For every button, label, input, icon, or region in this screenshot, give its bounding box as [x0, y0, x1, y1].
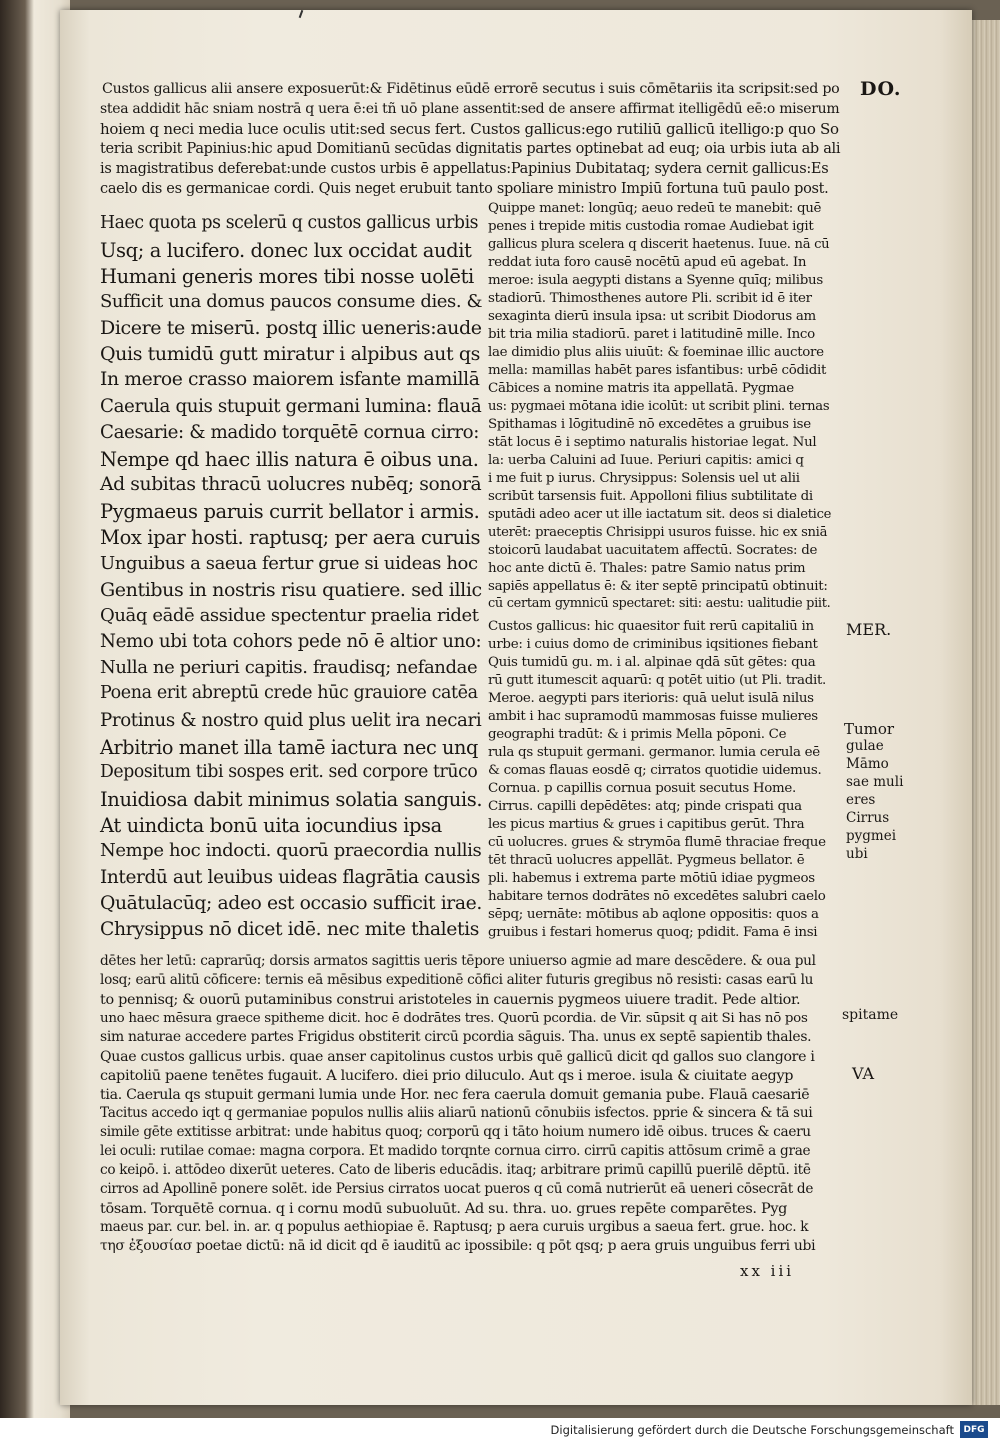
- dfg-logo-icon: DFG: [960, 1421, 988, 1438]
- commentary-line: gruibus i festari homerus quoq; pdidit. Fama ē insi: [488, 925, 818, 940]
- funding-note: Digitalisierung gefördert durch die Deutsche Forschungsgemeinschaft: [550, 1423, 954, 1437]
- verse-line: Nempe qd haec illis natura ē oibus una.: [100, 448, 479, 471]
- commentary-line: Tacitus accedo iqt q germaniae populos nullis aliis aliarū nationū cōnubiis isfectos. pprie & sincera & tā sui: [100, 1105, 813, 1121]
- margin-note-eres: eres: [846, 792, 876, 808]
- commentary-line: Quis tumidū gu. m. i al. alpinae qdā sūt gētes: qua: [488, 655, 816, 670]
- verse-line: Poena erit abreptū crede hūc grauiore catēa: [100, 683, 478, 703]
- footer-bar: [0, 1418, 1000, 1442]
- commentary-line: sēpq; uernāte: mōtibus ab aqlone oppositis: quos a: [488, 907, 819, 922]
- verse-line: Quāq eādē assidue spectentur praelia ridet: [100, 605, 479, 626]
- signature-mark: xx iii: [740, 1262, 795, 1280]
- commentary-line: stadiorū. Thimosthenes autore Pli. scribit id ē iter: [488, 291, 812, 306]
- verse-line: Sufficit una domus paucos consume dies. &: [100, 291, 483, 312]
- verse-line: Gentibus in nostris risu quatiere. sed illic: [100, 579, 482, 601]
- commentary-line: Quippe manet: longūq; aeuo redeū te manebit: quē: [488, 201, 822, 216]
- commentary-line: simile gēte extitisse arbitrat: unde habitus quoq; corporū qq i tāto hoium numero idē oibus. truces & caeru: [100, 1124, 811, 1140]
- margin-note-cirrus: Cirrus: [846, 810, 890, 826]
- commentary-line: uterēt: praeceptis Chrisippi usuros fuisse. hic ex sniā: [488, 525, 828, 540]
- margin-note-header: DO.: [860, 78, 902, 100]
- commentary-line: les picus martius & grues i capitibus gerūt. Thra: [488, 817, 805, 832]
- commentary-line: losq; earū alitū cōficere: ternis eā mēsibus expeditionē cōfici aliter futuris gregibus nō resisti: casas earū lu: [100, 972, 814, 988]
- verse-line: Unguibus a saeua fertur grue si uideas hoc: [100, 553, 478, 574]
- commentary-line: us: pygmaei mōtana idie icolūt: ut scribit plini. ternas: [488, 399, 830, 414]
- verse-line: Humani generis mores tibi nosse uolēti: [100, 265, 474, 288]
- margin-note-mer: MER.: [846, 620, 892, 639]
- verse-line: Mox ipar hosti. raptusq; per aera curuis: [100, 526, 481, 549]
- commentary-line: sapiēs appellatus ē: & iter septē principatū obtinuit:: [488, 579, 828, 594]
- commentary-line: cū certam gymnicū spectaret: siti: aestu: ualitudie piit.: [488, 596, 831, 611]
- commentary-line: habitare ternos dodrātes nō excedētes salubri caelo: [488, 889, 826, 904]
- verse-line: At uindicta bonū uita iocundius ipsa: [100, 814, 442, 837]
- commentary-line: tia. Caerula qs stupuit germani lumia unde Hor. nec fera caerula domuit gemania pube. Flauā caesariē: [100, 1087, 810, 1103]
- commentary-line: capitoliū paene tenētes fugauit. A lucifero. diei prio diluculo. Aut qs i meroe. isula & ciuitate aegyp: [100, 1068, 794, 1084]
- commentary-line: dētes her letū: caprarūq; dorsis armatos sagittis ueris tēpore uniuerso agmie ad mare descēdere. & oua pul: [100, 953, 816, 969]
- commentary-line: lae dimidio plus aliis uiuūt: & foeminae illic auctore: [488, 345, 824, 360]
- verse-line: Protinus & nostro quid plus uelit ira necari: [100, 710, 482, 731]
- commentary-line: rula qs stupuit germani. germanor. lumia cerula eē: [488, 745, 820, 760]
- commentary-line: Quae custos gallicus urbis. quae anser capitolinus custos urbis quē gallicū dicit qd gallos suo clangore i: [100, 1049, 815, 1065]
- verse-line: Interdū aut leuibus uideas flagrātia causis: [100, 867, 480, 888]
- commentary-line: gallicus plura scelera q discerit haetenus. Iuue. nā cū: [488, 237, 830, 252]
- verse-line: Nemo ubi tota cohors pede nō ē altior uno:: [100, 631, 482, 652]
- commentary-line: meroe: isula aegypti distans a Syenne quīq; milibus: [488, 273, 823, 288]
- verse-line: Haec quota ps scelerū q custos gallicus urbis: [100, 213, 479, 233]
- commentary-line: lei oculi: rutilae comae: magna corpora. Et madido torqnte cornua cirro. cirrū capitis attōsum crimē a grae: [100, 1143, 811, 1159]
- commentary-line: Cornua. p capillis cornua posuit secutus Home.: [488, 781, 796, 796]
- margin-note-sae-muli: sae muli: [846, 774, 904, 790]
- commentary-line: Meroe. aegypti pars iterioris: quā uelut isulā nilus: [488, 691, 814, 706]
- commentary-line: stoicorū laudabat uacuitatem affectū. Socrates: de: [488, 543, 818, 558]
- commentary-line: stea addidit hāc sniam nostrā q uera ē:ei tñ uō plane assentit:sed de ansere affirmat itelligēdū eē:o miserum: [100, 101, 840, 117]
- commentary-line: i me fuit p iurus. Chrysippus: Solensis uel ut alii: [488, 471, 800, 486]
- commentary-line: uno haec mēsura graece spitheme dicit. hoc ē dodrātes tres. Quorū pcordia. de Vir. sūpsit q ait Si has nō pos: [100, 1011, 808, 1026]
- commentary-line: & comas flauas eosdē q; cirratos quotidie uidemus.: [488, 763, 822, 778]
- commentary-line: co keiρō. i. attōdeo dixerūt ueteres. Cato de liberis educādis. itaq; arbitrare primū capillū puerilē dēptū. itē: [100, 1162, 811, 1178]
- commentary-line: tēt thracū uolucres appellāt. Pygmeus bellator. ē: [488, 853, 805, 868]
- commentary-line: tōsam. Torquētē cornua. q i cornu modū subuoluūt. Ad su. thra. uo. grues repēte comparētes. Pyg: [100, 1201, 788, 1217]
- commentary-line: geographi tradūt: & i primis Mella pōponi. Ce: [488, 727, 787, 742]
- commentary-line: Cābices a nomine matris ita appellatā. Pygmae: [488, 381, 794, 396]
- commentary-line: teria scribit Papinius:hic apud Domitianū secūdas dignitatis partes optinebat ad euq; oia urbis iuta ab ali: [100, 141, 841, 157]
- verse-line: Chrysippus nō dicet idē. nec mite thaletis: [100, 919, 479, 940]
- verse-line: Quātulacūq; adeo est occasio sufficit irae.: [100, 893, 482, 914]
- commentary-line: pli. habemus i extrema parte mōtiū idiae pygmeos: [488, 871, 815, 886]
- verse-line: Ad subitas thracū uolucres nubēq; sonorā: [100, 474, 482, 495]
- commentary-line: Custos gallicus: hic quaesitor fuit rerū capitaliū in: [488, 619, 814, 634]
- commentary-line: is magistratibus deferebat:unde custos urbis ē appellatus:Papinius Dubitataq; sydera cernit gallicus:Es: [100, 161, 829, 177]
- commentary-line: hoc ante dictū ē. Thales: patre Samio natus prim: [488, 561, 806, 576]
- commentary-line: rū gutt itumescit aquarū: q potēt uitio (ut Pli. tradit.: [488, 673, 826, 688]
- commentary-line: penes i trepide mitis custodia romae Audiebat igit: [488, 219, 814, 234]
- margin-note-ubi: ubi: [846, 846, 868, 862]
- commentary-line: to pennisq; & ouorū putaminibus construi aristoteles in cauernis pygmeos uiuere tradit. Pede altior.: [100, 992, 801, 1008]
- verse-line: Usq; a lucifero. donec lux occidat audit: [100, 239, 472, 262]
- margin-note-va: VA: [852, 1064, 875, 1083]
- commentary-line: hoiem q neci media luce oculis utit:sed secus fert. Custos gallicus:ego rutiliū gallicū itelligo:p quo So: [100, 120, 839, 138]
- commentary-line: scribūt tarsensis fuit. Appolloni filius subtilitate di: [488, 489, 813, 504]
- commentary-line: sexaginta dierū insula ipsa: ut scribit Diodorus am: [488, 309, 816, 324]
- margin-note-gulae: gulae: [846, 738, 884, 754]
- verse-line: Inuidiosa dabit minimus solatia sanguis.: [100, 788, 483, 811]
- verse-line: Nempe hoc indocti. quorū praecordia nullis: [100, 840, 482, 861]
- commentary-line: caelo dis es germanicae cordi. Quis neget erubuit tanto spoliare ministro Impiū fortuna tuū paulo post.: [100, 181, 829, 197]
- margin-note-pygmei: pygmei: [846, 828, 897, 844]
- page-stack-edge: [968, 20, 1000, 1405]
- commentary-line: cū uolucres. grues & strymōa flumē thraciae freque: [488, 835, 826, 850]
- verse-line: Pygmaeus paruis currit bellator i armis.: [100, 500, 480, 523]
- verse-line: In meroe crasso maiorem isfante mamillā: [100, 369, 480, 390]
- verse-line: Nulla ne periuri capitis. fraudisq; nefandae: [100, 657, 478, 678]
- commentary-line: maeus par. cur. bel. in. ar. q populus aethiopiae ē. Raptusq; p aera curuis urgibus a saeua fert. grue. hoc. k: [100, 1219, 809, 1235]
- commentary-line: stāt locus ē i septimo naturalis historiae legat. Nul: [488, 435, 817, 450]
- commentary-line: urbe: i cuius domo de criminibus iqsitiones fiebant: [488, 637, 818, 652]
- commentary-line: reddat iuta foro causē nocētū apud eū agebat. In: [488, 255, 807, 270]
- commentary-line: ambit i hac supramodū mammosas fuisse mulieres: [488, 709, 818, 724]
- commentary-line: τησ ἐξουσίασ poetae dictū: nā id dicit qd ē iauditū ac ipossibile: q pōt qsq; p aera gruis unguibus ferri ubi: [100, 1238, 816, 1254]
- margin-note-spitame: spitame: [842, 1007, 899, 1023]
- commentary-line: la: uerba Caluini ad Iuue. Periuri capitis: amici q: [488, 453, 804, 468]
- verse-line: Arbitrio manet illa tamē iactura nec unq: [100, 736, 478, 759]
- commentary-line: sputādi adeo acer ut ille iactatum sit. deos si dialetice: [488, 507, 832, 522]
- book-page: [60, 10, 972, 1405]
- verse-line: Caerula quis stupuit germani lumina: flauā: [100, 396, 482, 417]
- commentary-line: mella: mamillas habēt pares isfantibus: urbē cōdidit: [488, 363, 827, 378]
- margin-note-mamo: Māmo: [846, 756, 889, 772]
- commentary-line: cirros ad Apollinē ponere solēt. ide Persius cirratos uocat pueros q cū comā nutrierūt eā ueneri cōsecrāt de: [100, 1181, 814, 1197]
- commentary-line: bit tria milia stadiorū. paret i latitudinē mille. Inco: [488, 327, 815, 342]
- verse-line: Quis tumidū gutt miratur i alpibus aut qs: [100, 343, 480, 365]
- verse-line: Dicere te miserū. postq illic ueneris:aude: [100, 317, 482, 339]
- verse-line: Caesarie: & madido torquētē cornua cirro:: [100, 422, 480, 443]
- verse-line: Depositum tibi sospes erit. sed corpore trūco: [100, 762, 478, 782]
- margin-note-tumor: Tumor: [844, 720, 895, 738]
- commentary-line: Spithamas i lōgitudinē nō excedētes a gruibus ise: [488, 417, 811, 432]
- commentary-line: Custos gallicus alii ansere exposuerūt:& Fidētinus eūdē errorē secutus i suis cōmētariis ita scripsit:sed po: [102, 81, 840, 97]
- commentary-line: sim naturae accedere partes Frigidus obstiterit circū pcordia sāguis. Tha. unus ex septē sapientib thales.: [100, 1029, 812, 1045]
- commentary-line: Cirrus. capilli depēdētes: atq; pinde crispati qua: [488, 799, 802, 814]
